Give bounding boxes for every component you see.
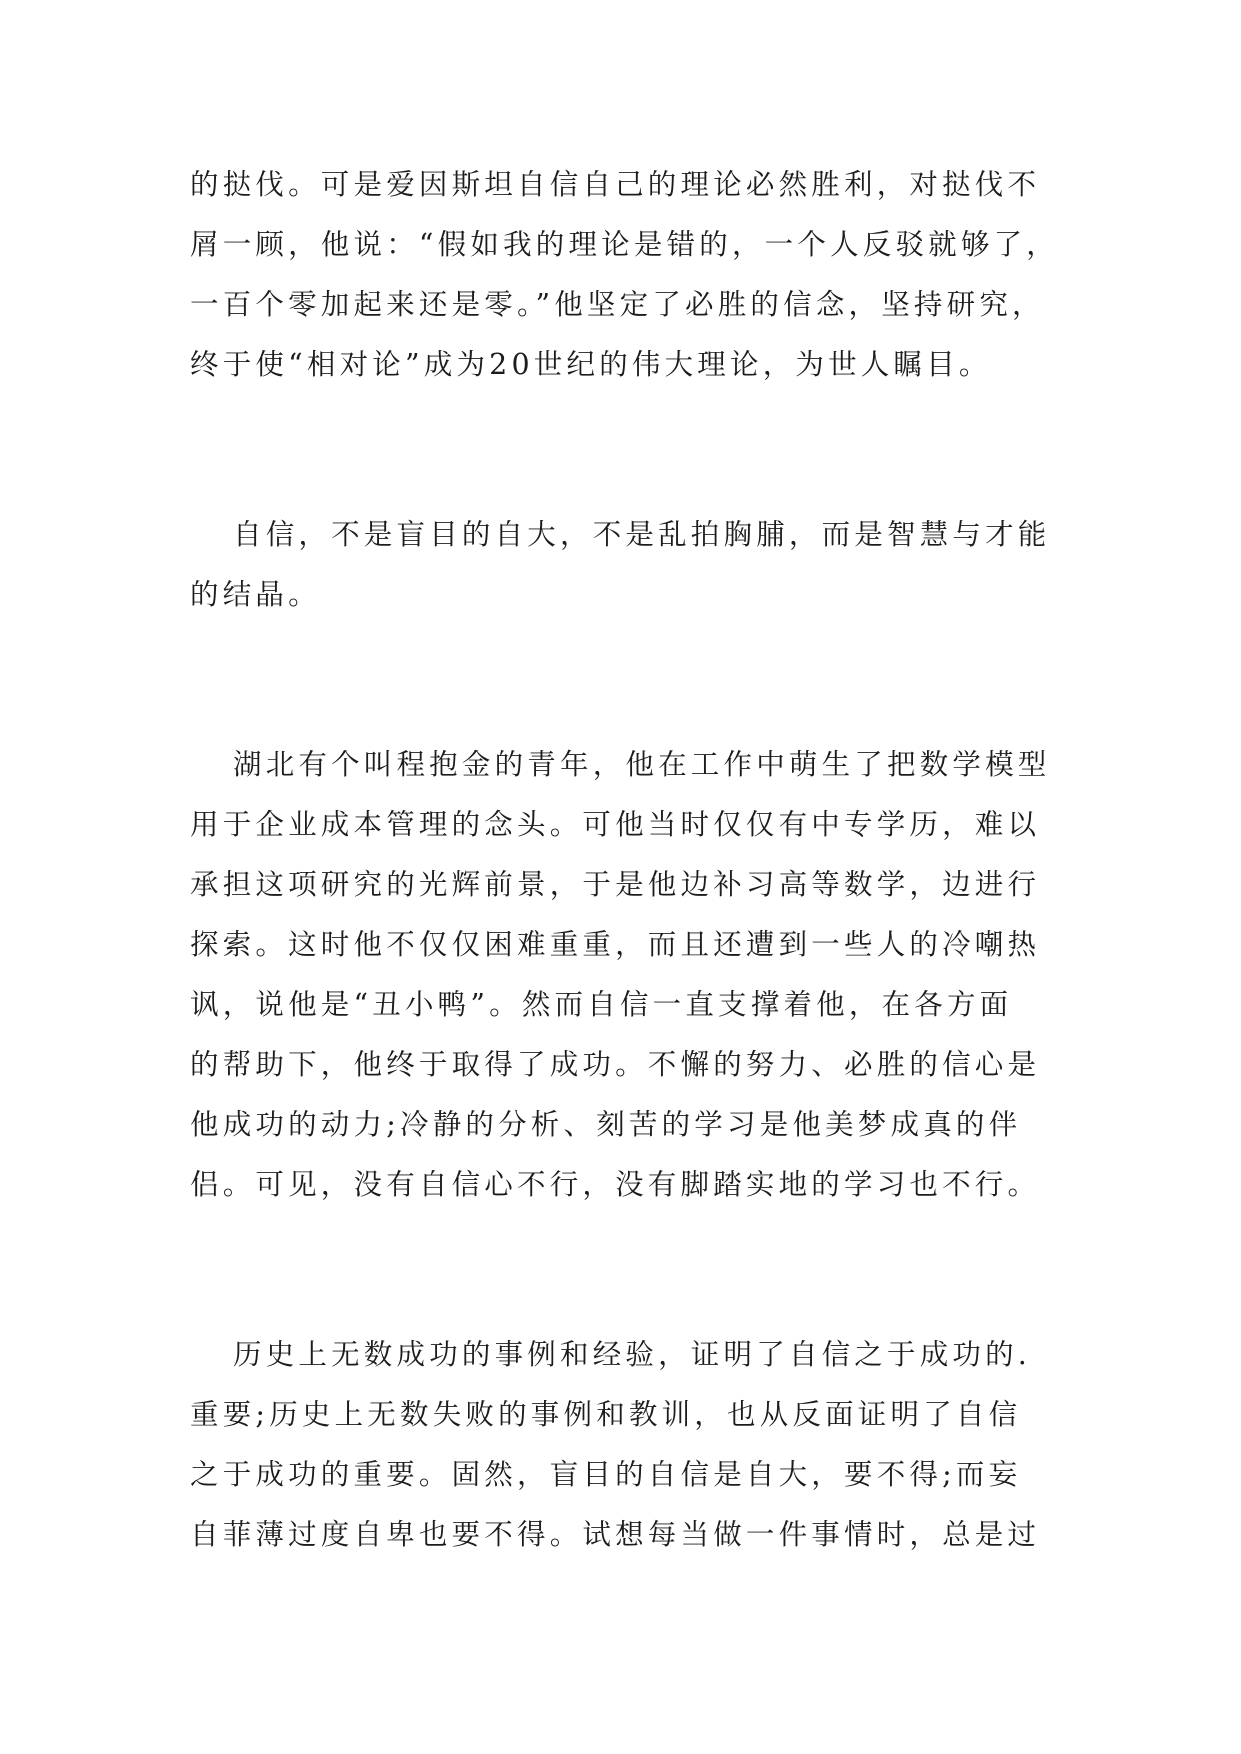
- paragraph-1-line-4: 终于使“相对论”成为20世纪的伟大理论，为世人瞩目。: [190, 348, 992, 381]
- paragraph-3-line-1: 湖北有个叫程抱金的青年，他在工作中萌生了把数学模型: [233, 748, 1051, 781]
- paragraph-3-line-3: 承担这项研究的光辉前景，于是他边补习高等数学，边进行: [190, 868, 1041, 901]
- paragraph-3-line-5: 讽，说他是“丑小鸭”。然而自信一直支撑着他，在各方面: [190, 988, 1013, 1021]
- paragraph-4-line-3: 之于成功的重要。固然，盲目的自信是自大，要不得;而妄: [190, 1458, 1022, 1491]
- paragraph-3-line-7: 他成功的动力;冷静的分析、刻苦的学习是他美梦成真的伴: [190, 1108, 1022, 1141]
- paragraph-4-line-4: 自菲薄过度自卑也要不得。试想每当做一件事情时，总是过: [190, 1518, 1041, 1551]
- paragraph-3-line-2: 用于企业成本管理的念头。可他当时仅仅有中专学历，难以: [190, 808, 1041, 841]
- paragraph-1-line-1: 的挞伐。可是爱因斯坦自信自己的理论必然胜利，对挞伐不: [190, 168, 1041, 201]
- paragraph-3-line-6: 的帮助下，他终于取得了成功。不懈的努力、必胜的信心是: [190, 1048, 1041, 1081]
- paragraph-2-line-1: 自信，不是盲目的自大，不是乱拍胸脯，而是智慧与才能: [233, 518, 1051, 551]
- paragraph-4-line-2: 重要;历史上无数失败的事例和教训，也从反面证明了自信: [190, 1398, 1022, 1431]
- paragraph-2-line-2: 的结晶。: [190, 578, 321, 611]
- paragraph-1-line-2: 屑一顾，他说：“假如我的理论是错的，一个人反驳就够了，: [190, 228, 1059, 261]
- paragraph-3-line-8: 侣。可见，没有自信心不行，没有脚踏实地的学习也不行。: [190, 1168, 1041, 1201]
- paragraph-4-line-1: 历史上无数成功的事例和经验，证明了自信之于成功的.: [233, 1338, 1032, 1371]
- paragraph-3-line-4: 探索。这时他不仅仅困难重重，而且还遭到一些人的冷嘲热: [190, 928, 1041, 961]
- paragraph-1-line-3: 一百个零加起来还是零。”他坚定了必胜的信念，坚持研究，: [190, 288, 1045, 321]
